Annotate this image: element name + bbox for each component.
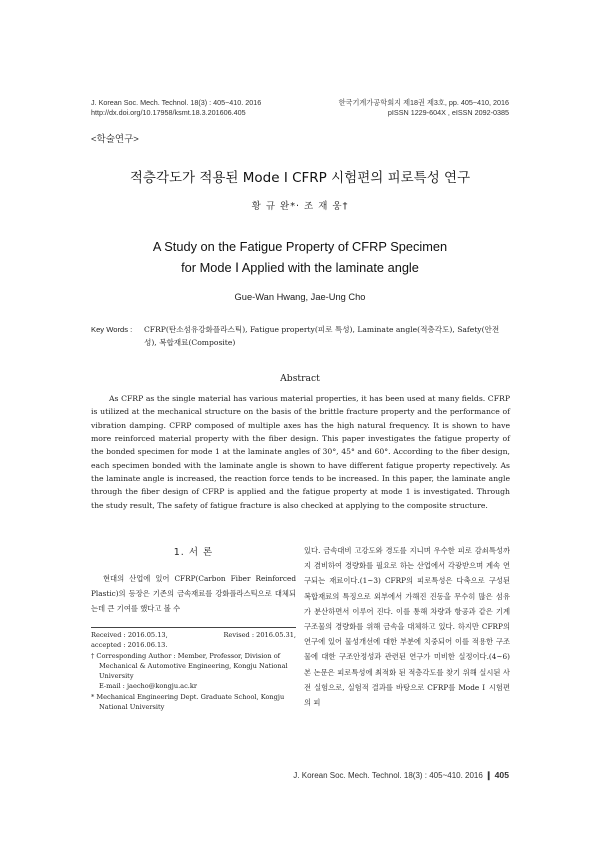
keywords-label: Key Words : bbox=[91, 325, 133, 334]
journal-citation: J. Korean Soc. Mech. Technol. 18(3) : 405~410. 2016 bbox=[91, 98, 262, 107]
paper-title-korean: 적층각도가 적용된 Mode Ⅰ CFRP 시험편의 피로특성 연구 bbox=[129, 170, 471, 186]
section-label: <학술연구> bbox=[91, 134, 139, 145]
introduction-text-right: 있다. 금속대비 고강도와 경도를 지니며 우수한 피로 감쇠특성까지 겸비하여 경량화를 필요로 하는 산업에서 각광받으며 계속 연구되는 재료이다.(1~3) CFRP의 피로특성은 다축으로 구성된 복합재료의 특징으로 외부에서 가해진 진동을 무수히 많은 섬유가 분산하면서 이루어 진다. 이를 통해 차량과 항공과 같은 기계구조물의 경량화를 위해 금속을 대체하고 있다. 하지만 CFRP의 연구에 있어 물성개선에 대한 부분에 치중되어 이를 적용한 구조물에 대한 구조안정성과 관련된 연구가 미비한 실정이다.(4~6) 본 논문은 피로특성에 최적화 된 적층각도를 찾기 위해 실시된 사전 실험으로, 실험적 결과를 바탕으로 CFRP를 Mode Ⅰ 시험편의 피 bbox=[304, 546, 510, 708]
introduction-heading: 1. 서 론 bbox=[173, 547, 214, 558]
accepted-date: accepted : 2016.06.13. bbox=[91, 641, 168, 650]
footnotes-block bbox=[91, 630, 296, 712]
received-revised-row bbox=[91, 630, 296, 640]
running-header-left bbox=[91, 98, 261, 118]
corresponding-author: † Corresponding Author : Member, Professor, Division of Mechanical & Automotive Engineering, Kongju National University bbox=[91, 651, 288, 681]
keywords-block bbox=[91, 323, 511, 349]
authors-english: Gue-Wan Hwang, Jae-Ung Cho bbox=[234, 292, 366, 302]
issn-line: pISSN 1229-604X , eISSN 2092-0385 bbox=[387, 108, 509, 117]
abstract-heading: Abstract bbox=[280, 373, 320, 384]
author-email[interactable]: E-mail : jaecho@kongju.ac.kr bbox=[99, 682, 198, 691]
title-en-line-2: for Mode Ⅰ Applied with the laminate angle bbox=[181, 260, 419, 275]
doi-link[interactable]: http://dx.doi.org/10.17958/ksmt.18.3.201606.405 bbox=[91, 108, 246, 117]
keywords-text: CFRP(탄소섬유강화플라스틱), Fatigue property(피로 특성), Laminate angle(적층각도), Safety(안전성), 복합재료(Composite) bbox=[144, 325, 500, 347]
revised-date: Revised : 2016.05.31, bbox=[223, 631, 296, 639]
title-en-line-1: A Study on the Fatigue Property of CFRP Specimen bbox=[152, 239, 448, 254]
footnote-divider bbox=[91, 627, 296, 628]
received-date: Received : 2016.05.13, bbox=[91, 631, 168, 639]
running-header-right bbox=[339, 98, 509, 118]
abstract-text: As CFRP as the single material has various material properties, it has been used at many fields. CFRP is utilized at the mechanical structure on the basis of the brittle fracture property and the performance of vibration damping. CFRP composed of multiple axes has the high natural frequency. It is shown to have more reinforced material property with the fiber design. This paper investigates the fatigue property of the bonded specimen for mode 1 at the laminate angles of 30°, 45° and 60°. According to the fiber design, each specimen bonded with the laminate angle is shown to have different fatigue property repectively. As the laminate angle is increased, the reaction force tends to be increased. In this paper, the laminate angle through the fiber design of CFRP is applied and the fatigue property at mode 1 is investigated. Through the study result, The safety of fatigue fracture is also checked at applying to the composite structure. bbox=[91, 394, 510, 510]
journal-citation-korean: 한국기계가공학회지 제18권 제3호, pp. 405~410, 2016 bbox=[338, 98, 509, 107]
footer-citation: J. Korean Soc. Mech. Technol. 18(3) : 405~410. 2016 bbox=[293, 771, 483, 780]
author-affiliation: * Mechanical Engineering Dept. Graduate School, Kongju National University bbox=[91, 692, 285, 712]
introduction-text-left: 현대의 산업에 있어 CFRP(Carbon Fiber Reinforced Plastic)의 등장은 기존의 금속재료를 강화플라스틱으로 대체되는데 큰 기여를 했다고 볼 수 bbox=[91, 574, 296, 614]
page-footer: J. Korean Soc. Mech. Technol. 18(3) : 405~410. 2016 ❙ 405 bbox=[293, 770, 509, 780]
page-number: 405 bbox=[494, 770, 509, 780]
authors-korean: 황 규 완*· 조 재 웅† bbox=[251, 201, 349, 212]
paper-title-english bbox=[0, 236, 600, 278]
